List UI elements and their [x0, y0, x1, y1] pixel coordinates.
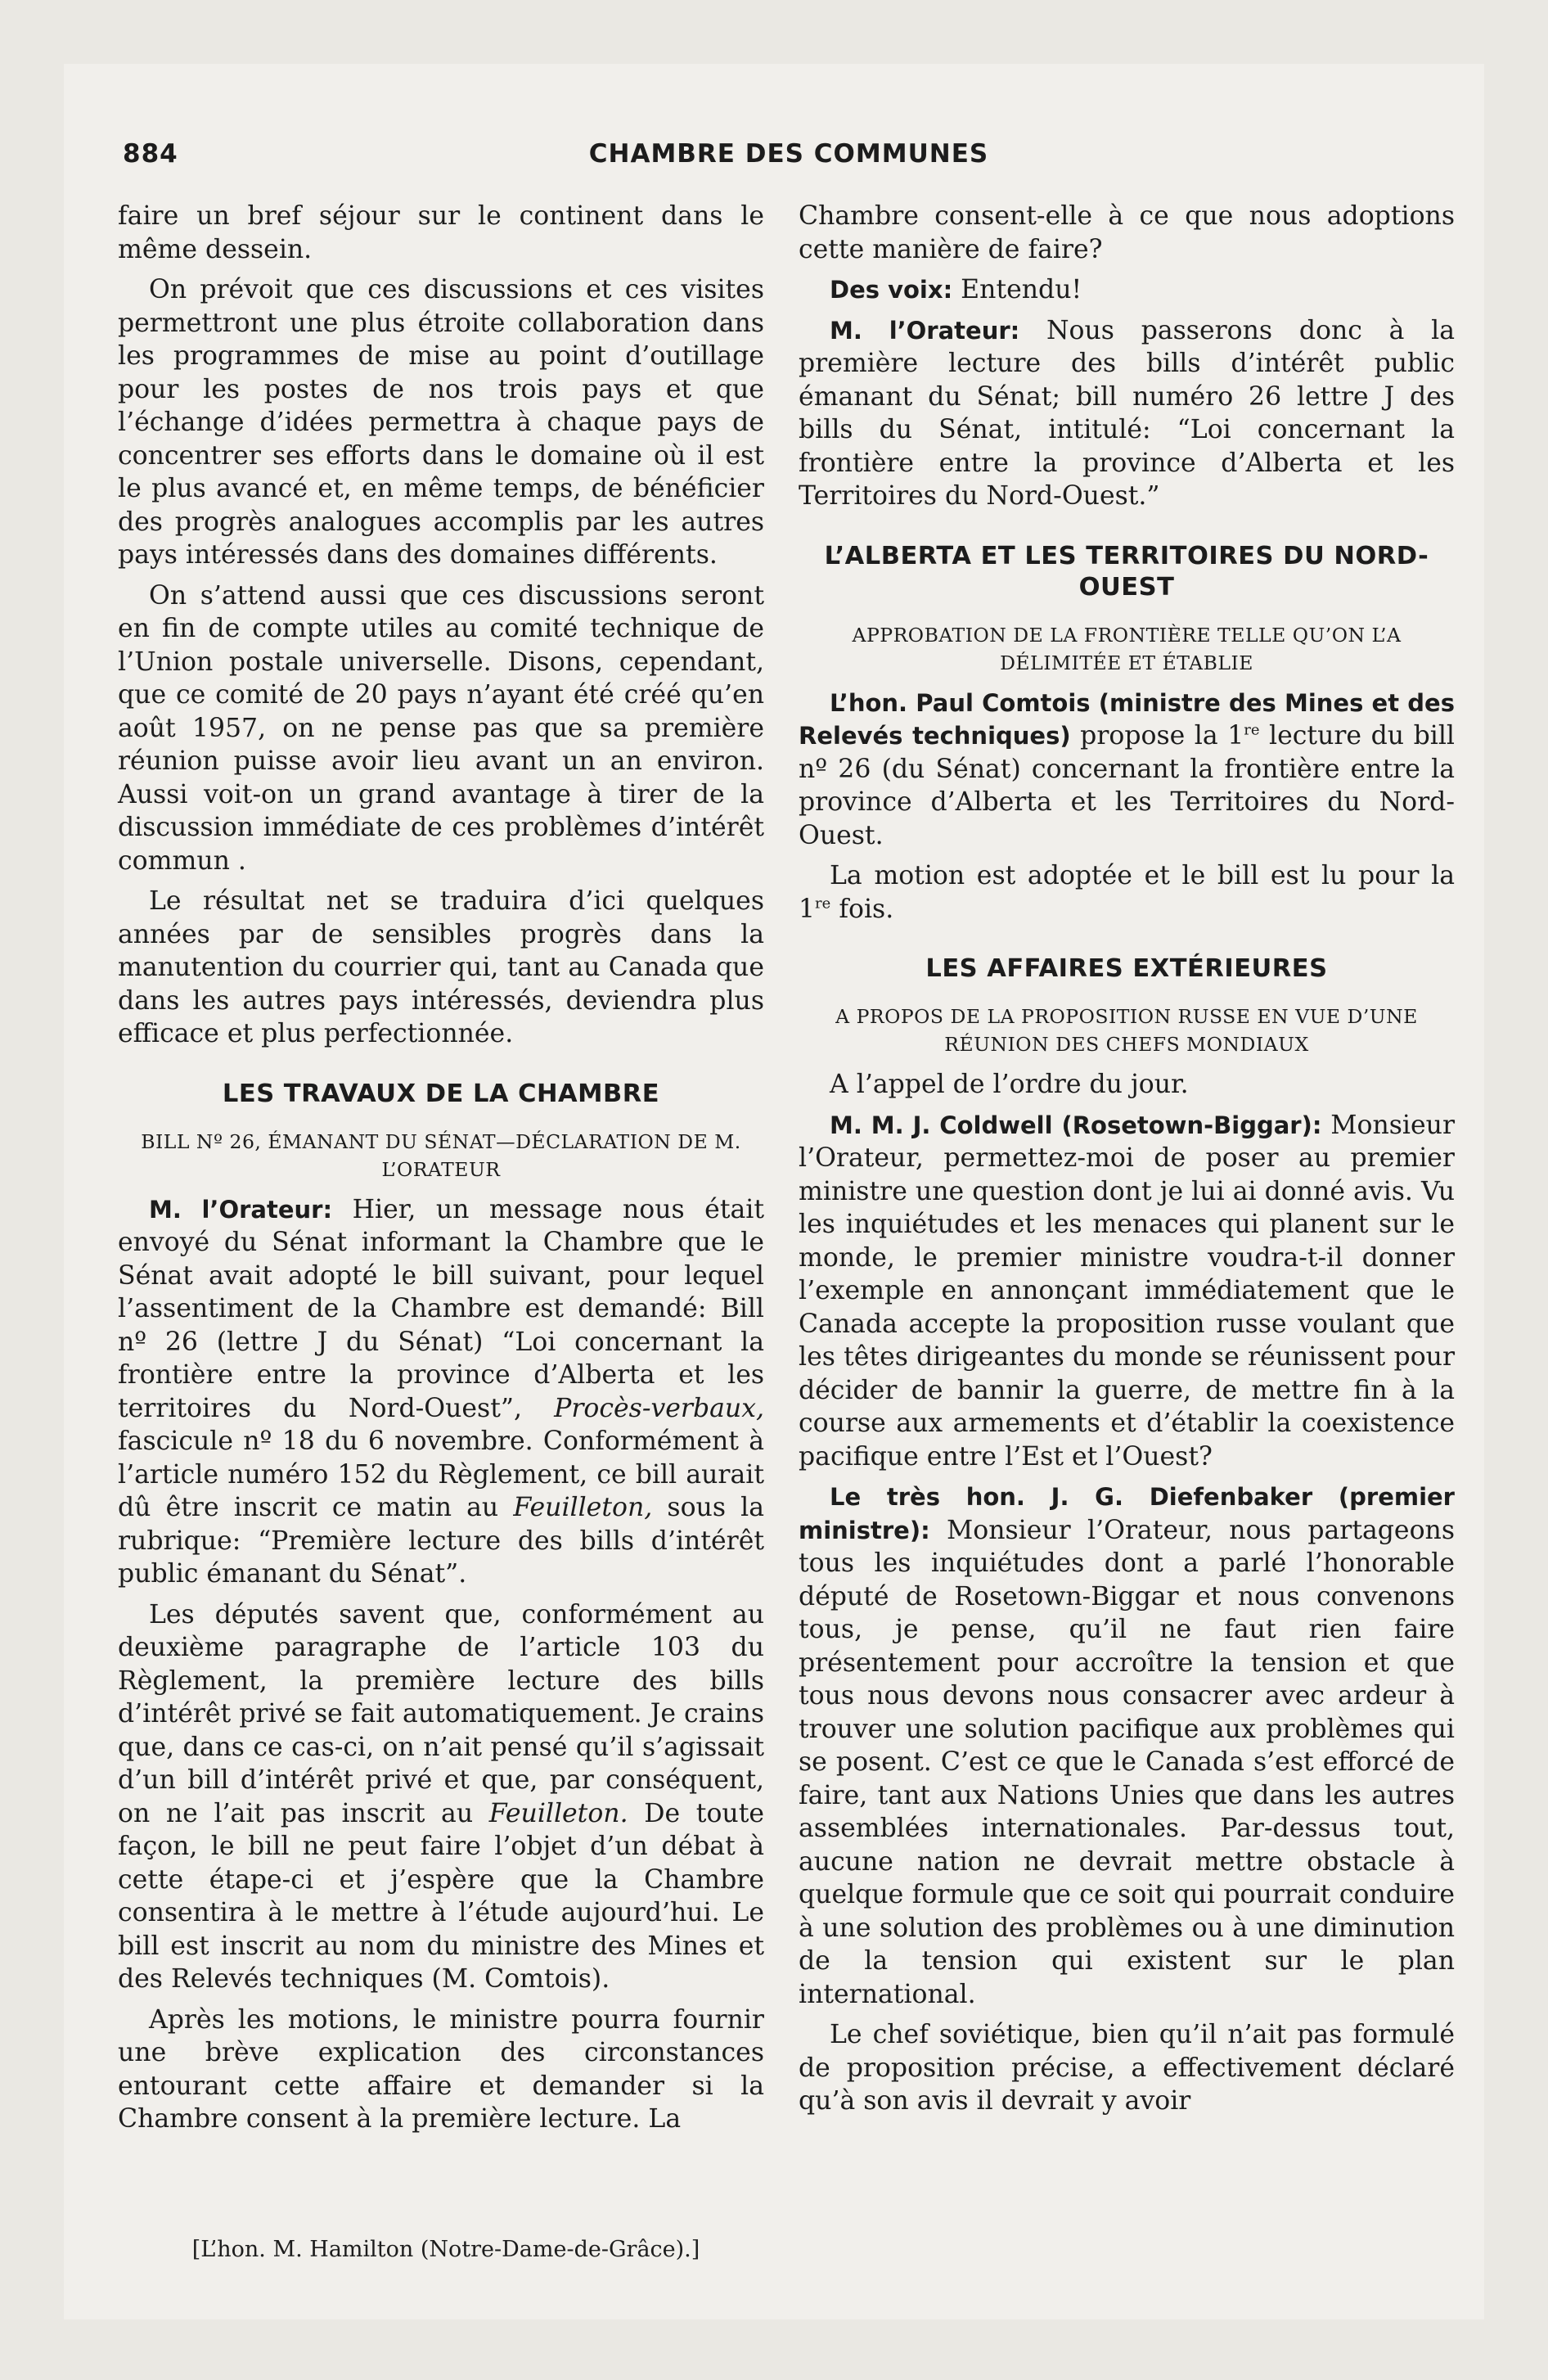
- speech-paragraph: M. M. J. Coldwell (Rosetown-Biggar): Monsieur l’Orateur, permettez-moi de poser au premier ministre une question dont je lui ai donné avis. Vu les inquiétudes et les menaces qui planent sur le monde, le premier ministre voudra-t-il donner l’exemple en annonçant immédiatement que le Canada accepte la proposition russe voulant que les têtes dirigeantes du monde se réunissent pour décider de bannir la guerre, de mettre fin à la course aux armements et d’établir la coexistence pacifique entre l’Est et l’Ouest?: [799, 1110, 1455, 1472]
- speech-paragraph: M. l’Orateur: Nous passerons donc à la première lecture des bills d’intérêt public émanant du Sénat; bill numéro 26 lettre J des bills du Sénat, intitulé: “Loi concernant la frontière entre la province d’Alberta et les Territoires du Nord-Ouest.”: [799, 315, 1455, 511]
- running-title: CHAMBRE DES COMMUNES: [588, 139, 989, 169]
- speech-paragraph: L’hon. Paul Comtois (ministre des Mines et des Relevés techniques) propose la 1re lecture du bill nº 26 (du Sénat) concernant la frontière entre la province d’Alberta et les Territoires du Nord-Ouest.: [799, 688, 1455, 850]
- paragraph: Après les motions, le ministre pourra fournir une brève explication des circonstances entourant cette affaire et demander si la Chambre consent à la première lecture. La: [118, 2004, 764, 2134]
- paragraph: Le chef soviétique, bien qu’il n’ait pas formulé de proposition précise, a effectivement déclaré qu’à son avis il devrait y avoir: [799, 2020, 1455, 2116]
- speech-paragraph: Le très hon. J. G. Diefenbaker (premier ministre): Monsieur l’Orateur, nous partageons tous les inquiétudes dont a parlé l’honorable député de Rosetown-Biggar et nous convenons tous, je pense, qu’il ne faut rien faire présentement pour accroître la tension et que tous nous devons nous consacrer avec ardeur à trouver une solution pacifique aux problèmes qui se posent. C’est ce que le Canada s’est efforcé de faire, tant aux Nations Unies que dans les autres assemblées internationales. Par-dessus tout, aucune nation ne devrait mettre obstacle à quelque formule que ce soit qui pourrait conduire à une solution des problèmes ou à une diminution de la tension qui existent sur le plan international.: [799, 1483, 1455, 2009]
- speaker-name: M. M. J. Coldwell (Rosetown-Biggar):: [830, 1111, 1322, 1139]
- page-number: 884: [123, 139, 178, 169]
- speaker-name: L’hon. Paul Comtois (ministre des Mines et des Relevés techniques): [799, 688, 1455, 750]
- right-column: [799, 200, 1455, 2125]
- paragraph: faire un bref séjour sur le continent dans le même dessein.: [118, 201, 764, 264]
- footnote: [L’hon. M. Hamilton (Notre-Dame-de-Grâce).]: [191, 2237, 700, 2262]
- speaker-name: M. l’Orateur:: [830, 316, 1020, 345]
- paragraph: Chambre consent-elle à ce que nous adoptions cette manière de faire?: [799, 201, 1455, 264]
- paragraph: Le résultat net se traduira d’ici quelques années par de sensibles progrès dans la manutention du courrier qui, tant au Canada que dans les autres pays intéressés, deviendra plus efficace et plus perfectionnée.: [118, 886, 764, 1048]
- section-heading: LES TRAVAUX DE LA CHAMBRE: [222, 1079, 660, 1108]
- section-heading: LES AFFAIRES EXTÉRIEURES: [925, 954, 1328, 983]
- section-heading: L’ALBERTA ET LES TERRITOIRES DU NORD-OUEST: [824, 541, 1429, 602]
- speech-paragraph: M. l’Orateur: Hier, un message nous était envoyé du Sénat informant la Chambre que le Sénat avait adopté le bill suivant, pour lequel l’assentiment de la Chambre est demandé: Bill nº 26 (lettre J du Sénat) “Loi concernant la frontière entre la province d’Alberta et les territoires du Nord-Ouest”, Procès-verbaux, fascicule nº 18 du 6 novembre. Conformément à l’article numéro 152 du Règlement, ce bill aurait dû être inscrit ce matin au Feuilleton, sous la rubrique: “Première lecture des bills d’intérêt public émanant du Sénat”.: [118, 1194, 765, 1589]
- left-column: [118, 200, 764, 2143]
- paragraph: Les députés savent que, conformément au deuxième paragraphe de l’article 103 du Règlement, la première lecture des bills d’intérêt privé se fait automatiquement. Je crains que, dans ce cas-ci, on n’ait pensé qu’il s’agissait d’un bill d’intérêt privé et que, par conséquent, on ne l’ait pas inscrit au Feuilleton. De toute façon, le bill ne peut faire l’objet d’un débat à cette étape-ci et j’espère que la Chambre consentira à le mettre à l’étude aujourd’hui. Le bill est inscrit au nom du ministre des Mines et des Relevés techniques (M. Comtois).: [118, 1599, 764, 1994]
- section-subheading: BILL Nº 26, ÉMANANT DU SÉNAT—DÉCLARATION DE M. L’ORATEUR: [141, 1129, 741, 1181]
- speaker-name: Des voix:: [830, 276, 953, 304]
- speech-paragraph: Des voix: Entendu!: [830, 275, 1082, 304]
- section-subheading: APPROBATION DE LA FRONTIÈRE TELLE QU’ON L’A DÉLIMITÉE ET ÉTABLIE: [852, 623, 1402, 674]
- paragraph: On s’attend aussi que ces discussions seront en fin de compte utiles au comité technique de l’Union postale universelle. Disons, cependant, que ce comité de 20 pays n’ayant été créé qu’en août 1957, on ne pense pas que sa première réunion puisse avoir lieu avant un an environ. Aussi voit-on un grand avantage à tirer de la discussion immédiate de ces problèmes d’intérêt commun .: [118, 580, 764, 876]
- section-subheading: A PROPOS DE LA PROPOSITION RUSSE EN VUE D’UNE RÉUNION DES CHEFS MONDIAUX: [835, 1005, 1418, 1056]
- page-header: [123, 139, 1455, 180]
- paragraph: A l’appel de l’ordre du jour.: [830, 1070, 1189, 1099]
- paragraph: La motion est adoptée et le bill est lu pour la 1re fois.: [799, 861, 1455, 924]
- speaker-name: Le très hon. J. G. Diefenbaker (premier ministre):: [799, 1483, 1455, 1544]
- paragraph: On prévoit que ces discussions et ces visites permettront une plus étroite collaboration dans les programmes de mise au point d’outillage pour les postes de nos trois pays et que l’échange d’idées permettra à chaque pays de concentrer ses efforts dans le domaine où il est le plus avancé et, en même temps, de bénéficier des progrès analogues accomplis par les autres pays intéressés dans des domaines différents.: [118, 275, 764, 570]
- speaker-name: M. l’Orateur:: [149, 1195, 333, 1224]
